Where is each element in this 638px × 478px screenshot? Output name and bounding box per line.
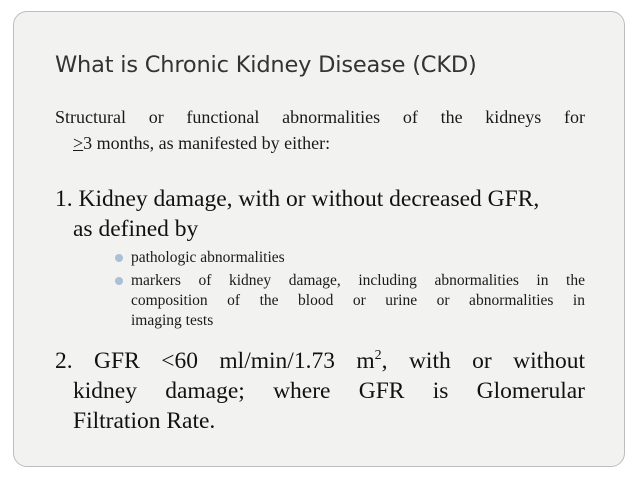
bullet-item <box>113 271 585 331</box>
point-2-line-1-pre: 2. GFR <60 ml/min/1.73 m <box>55 348 375 374</box>
point-2-line-1-post: , with or without <box>381 348 585 374</box>
superscript-2: 2 <box>374 348 382 364</box>
point-2-line-2: kidney damage; where GFR is Glomerular <box>73 378 585 404</box>
point-2-line-3: Filtration Rate. <box>73 408 216 434</box>
bullet-item <box>113 248 585 268</box>
intro-line-1-text: Structural or functional abnormalities of the kidneys for <box>55 107 585 127</box>
point-2-line-1 <box>55 346 585 376</box>
greater-equal-symbol: > <box>73 133 84 153</box>
intro-line-2 <box>55 130 585 156</box>
bullet-line: composition of the blood or urine or abnormalities in <box>131 292 585 309</box>
point-1 <box>55 184 585 244</box>
intro-line-2-text: 3 months, as manifested by either: <box>83 133 331 153</box>
intro-line-1 <box>55 104 585 130</box>
point-1-line-2: as defined by <box>73 216 199 242</box>
bullet-line: markers of kidney damage, including abnormalities in the <box>131 272 585 289</box>
slide-title: What is Chronic Kidney Disease (CKD) <box>55 52 477 78</box>
bullet-list <box>113 248 585 331</box>
point-1-line-1: 1. Kidney damage, with or without decreased GFR, <box>55 186 540 212</box>
point-2 <box>55 346 585 436</box>
bullet-line: pathologic abnormalities <box>131 249 285 266</box>
bullet-line: imaging tests <box>131 312 214 329</box>
intro-paragraph <box>55 104 585 156</box>
